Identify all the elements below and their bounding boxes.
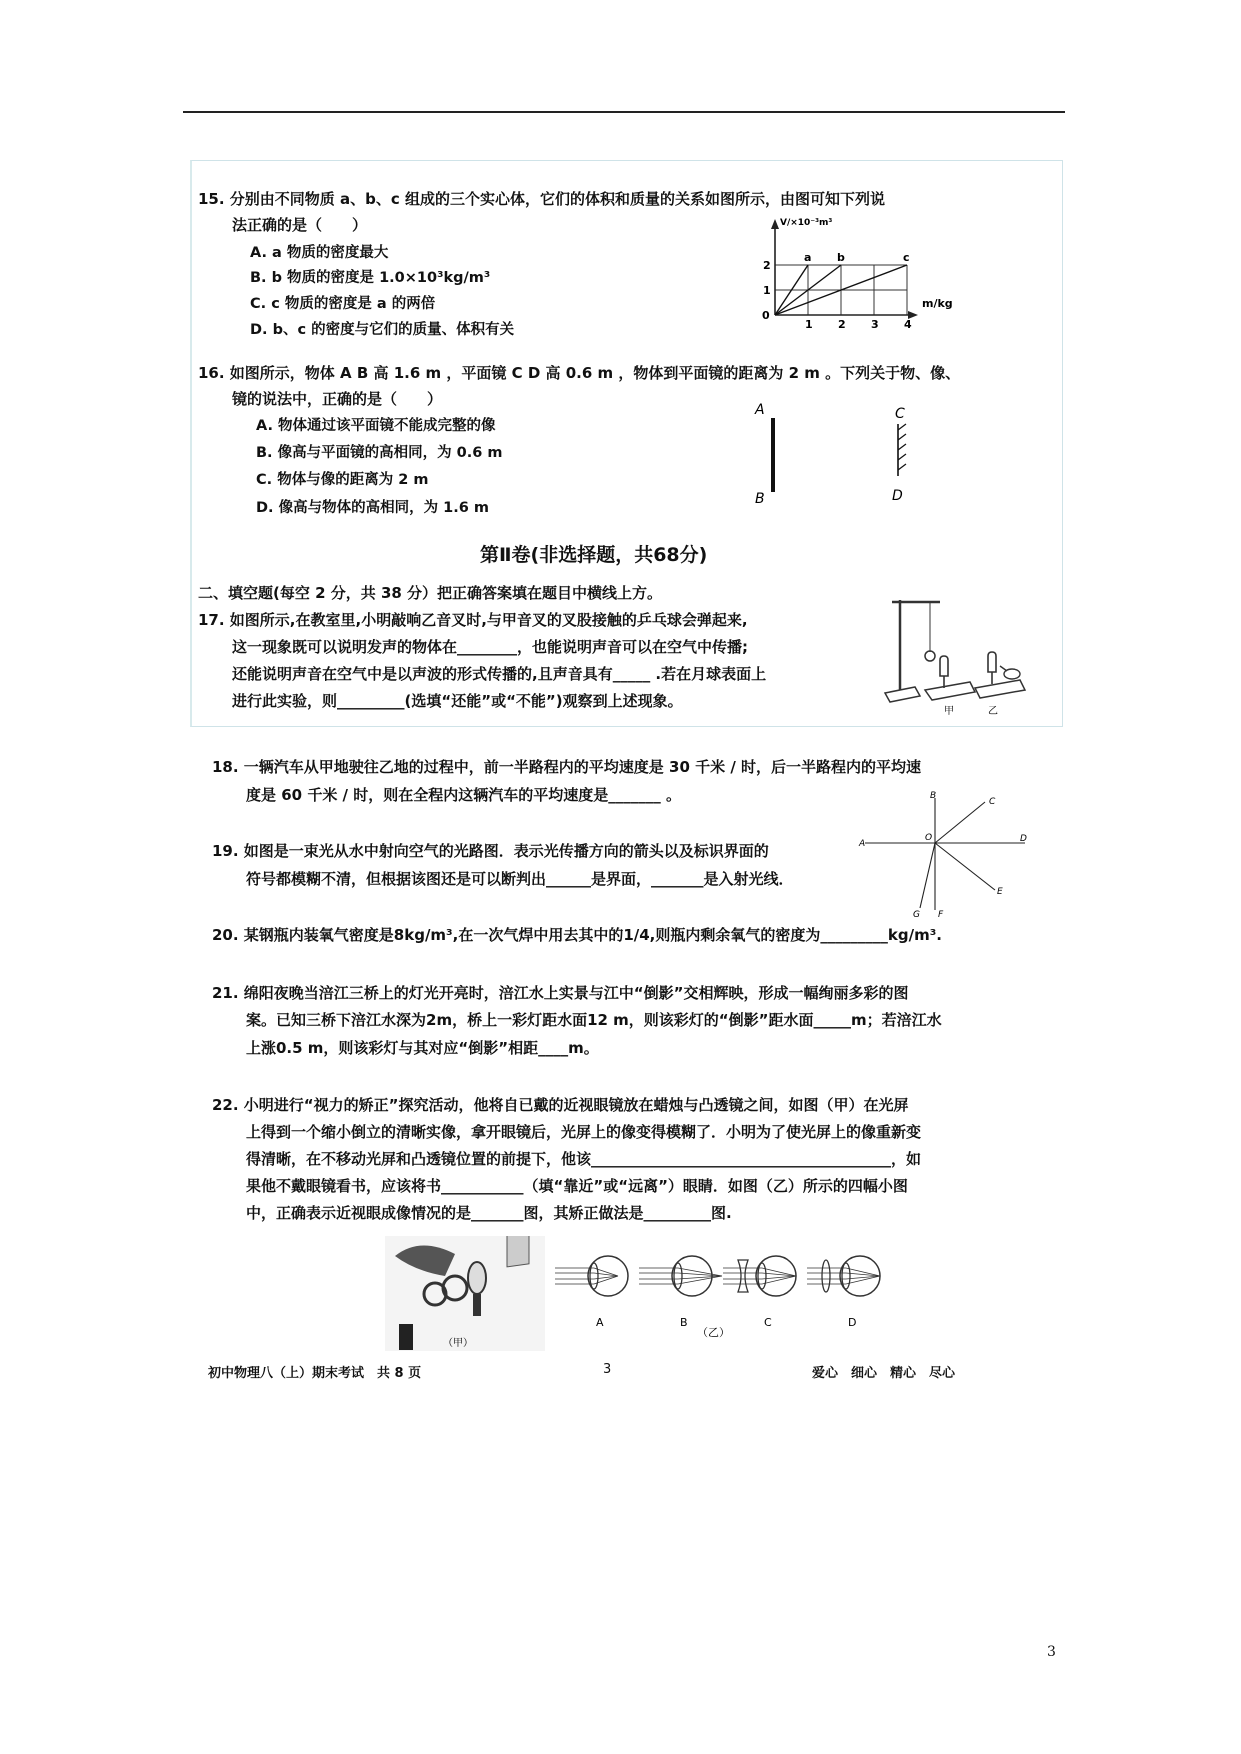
- eye-lens: [842, 1263, 850, 1289]
- eye-diagram-b: [639, 1256, 722, 1329]
- q16-option-b: B. 像高与平面镜的高相同，为 0.6 m: [256, 445, 503, 461]
- label-o: O: [925, 833, 933, 843]
- q22-line3: 得清晰，在不移动光屏和凸透镜位置的前提下，他该________________________________________，如: [246, 1150, 922, 1168]
- experiment-photo-jia: [385, 1236, 545, 1351]
- q16-option-d: D. 像高与物体的高相同，为 1.6 m: [256, 500, 489, 516]
- eye-label-a: A: [596, 1316, 604, 1329]
- q15-density-chart: [740, 215, 990, 330]
- q19-light-path-figure: [855, 790, 1035, 920]
- q16-option-a: A. 物体通过该平面镜不能成完整的像: [256, 418, 496, 434]
- q21-line2: 案。已知三桥下涪江水深为2m，桥上一彩灯距水面12 m，则该彩灯的“倒影”距水面_____m；若涪江水: [246, 1011, 942, 1029]
- q21-line3: 上涨0.5 m，则该彩灯与其对应“倒影”相距____m。: [246, 1039, 599, 1057]
- eye-label-d: D: [848, 1316, 857, 1329]
- fork-jia: [940, 656, 948, 688]
- stand-base: [885, 687, 920, 702]
- footer-right: 爱心 细心 精心 尽心: [812, 1366, 956, 1381]
- x-tick-label: 1: [805, 318, 813, 330]
- eyeball: [840, 1256, 880, 1296]
- x-tick-label: 4: [904, 318, 912, 330]
- x-tick-label: 2: [838, 318, 846, 330]
- mirror-hatching: [898, 424, 906, 470]
- eye-label-c: C: [764, 1316, 772, 1329]
- q22-lens-figure: [385, 1236, 895, 1356]
- ping-pong-ball: [925, 651, 935, 661]
- series-label-c: c: [903, 251, 910, 264]
- q16-mirror-figure: [740, 400, 940, 510]
- label-d: D: [1020, 834, 1027, 844]
- q18-line1: 18. 一辆汽车从甲地驶往乙地的过程中，前一半路程内的平均速度是 30 千米 / 时，后一半路程内的平均速: [212, 758, 922, 776]
- label-b: B: [930, 791, 937, 801]
- ray-oe: [935, 843, 995, 890]
- label-e: E: [997, 887, 1003, 897]
- q16-line2: 镜的说法中，正确的是（ ）: [232, 390, 443, 408]
- label-c: C: [989, 797, 996, 807]
- fill-blank-heading: 二、填空题(每空 2 分，共 38 分）把正确答案填在题目中横线上方。: [198, 584, 663, 602]
- light-screen: [507, 1236, 529, 1267]
- label-jia: 甲: [944, 706, 954, 717]
- label-f: F: [938, 910, 944, 920]
- series-label-a: a: [804, 251, 812, 264]
- y-axis-label: V/×10⁻³m³: [780, 218, 833, 228]
- q20-line1: 20. 某钢瓶内装氧气密度是8kg/m³,在一次气焊中用去其中的1/4,则瓶内剩余氧气的密度为_________kg/m³.: [212, 926, 942, 944]
- q16-line1: 16. 如图所示，物体 A B 高 1.6 m ，平面镜 C D 高 0.6 m ，物体到平面镜的距离为 2 m 。下列关于物、像、: [198, 364, 961, 382]
- eye-diagram-c: [723, 1256, 796, 1329]
- eyeball: [756, 1256, 796, 1296]
- mallet-handle: [1000, 666, 1007, 671]
- q22-line1: 22. 小明进行“视力的矫正”探究活动，他将自已戴的近视眼镜放在蜡烛与凸透镜之间，如图（甲）在光屏: [212, 1096, 909, 1114]
- q18-line2: 度是 60 千米 / 时，则在全程内这辆汽车的平均速度是_______ 。: [246, 786, 681, 804]
- q17-line1: 17. 如图所示,在教室里,小明敲响乙音叉时,与甲音叉的叉股接触的乒乓球会弹起来,: [198, 611, 748, 629]
- page-number: 3: [1047, 1644, 1056, 1660]
- series-label-b: b: [837, 251, 845, 264]
- ray-og: [920, 843, 935, 908]
- q19-line1: 19. 如图是一束光从水中射向空气的光路图．表示光传播方向的箭头以及标识界面的: [212, 842, 769, 860]
- x-axis-label: m/kg: [922, 297, 953, 310]
- q15-option-b: B. b 物质的密度是 1.0×10³kg/m³: [250, 270, 491, 286]
- label-d: D: [892, 488, 903, 504]
- label-jia: （甲）: [443, 1338, 473, 1349]
- origin-label: 0: [762, 309, 770, 322]
- q15-option-a: A. a 物质的密度最大: [250, 245, 389, 261]
- x-tick-label: 3: [871, 318, 879, 330]
- label-yi: 乙: [988, 706, 998, 717]
- q15-option-c: C. c 物质的密度是 a 的两倍: [250, 296, 436, 312]
- eyeball: [672, 1256, 712, 1296]
- fork-yi: [988, 652, 996, 684]
- candle: [399, 1324, 413, 1350]
- eye-lens: [758, 1263, 766, 1289]
- eye-diagram-a: [555, 1256, 628, 1329]
- label-g: G: [913, 910, 920, 920]
- convex-lens: [468, 1262, 486, 1294]
- ray-oc: [935, 802, 985, 843]
- q17-tuning-fork-figure: [880, 590, 1030, 720]
- section2-title: 第Ⅱ卷(非选择题，共68分): [480, 544, 708, 566]
- eye-lens: [674, 1263, 682, 1289]
- q15-option-d: D. b、c 的密度与它们的质量、体积有关: [250, 322, 515, 338]
- q21-line1: 21. 绵阳夜晚当涪江三桥上的灯光开亮时，涪江水上实景与江中“倒影”交相辉映，形成一幅绚丽多彩的图: [212, 984, 909, 1002]
- fork-jia-base: [925, 682, 975, 700]
- eye-diagram-d: [807, 1256, 880, 1329]
- q17-line3: 还能说明声音在空气中是以声波的形式传播的,且声音具有_____ .若在月球表面上: [232, 665, 767, 683]
- q17-line2: 这一现象既可以说明发声的物体在________，也能说明声音可以在空气中传播;: [232, 638, 749, 656]
- q17-line4: 进行此实验，则_________(选填“还能”或“不能”)观察到上述现象。: [232, 692, 683, 710]
- lens-stand: [473, 1294, 481, 1316]
- label-yi: （乙）: [697, 1326, 730, 1339]
- q15-line1: 15. 分别由不同物质 a、b、c 组成的三个实心体，它们的体积和质量的关系如图所示，由图可知下列说: [198, 190, 885, 208]
- eyeball: [588, 1256, 628, 1296]
- eye-label-b: B: [680, 1316, 688, 1329]
- label-a: A: [755, 402, 765, 418]
- convex-lens: [822, 1260, 830, 1292]
- footer-left: 初中物理八（上）期末考试 共 8 页: [208, 1366, 422, 1381]
- label-a: A: [859, 839, 866, 849]
- y-axis-arrow: [771, 219, 779, 229]
- label-c: C: [895, 406, 905, 422]
- footer-center: 3: [603, 1362, 612, 1377]
- q19-line2: 符号都模糊不清，但根据该图还是可以断判出______是界面，_______是入射光线．: [246, 870, 794, 888]
- label-b: B: [755, 491, 765, 507]
- q16-option-c: C. 物体与像的距离为 2 m: [256, 472, 429, 488]
- eye-diagrams-yi: [555, 1256, 880, 1329]
- q22-line2: 上得到一个缩小倒立的清晰实像，拿开眼镜后，光屏上的像变得模糊了．小明为了使光屏上的像重新变: [246, 1123, 922, 1141]
- fork-yi-base: [975, 680, 1025, 698]
- q15-line2: 法正确的是（ ）: [232, 216, 368, 234]
- q22-line5: 中，正确表示近视眼成像情况的是_______图，其矫正做法是_________图.: [246, 1204, 732, 1222]
- y-tick-label: 2: [763, 259, 771, 272]
- concave-lens: [738, 1260, 748, 1292]
- q22-line4: 果他不戴眼镜看书，应该将书___________（填“靠近”或“远离”）眼睛．如图（乙）所示的四幅小图: [246, 1177, 908, 1195]
- y-tick-label: 1: [763, 284, 771, 297]
- header-rule: [183, 111, 1065, 113]
- eye-lens: [590, 1263, 598, 1289]
